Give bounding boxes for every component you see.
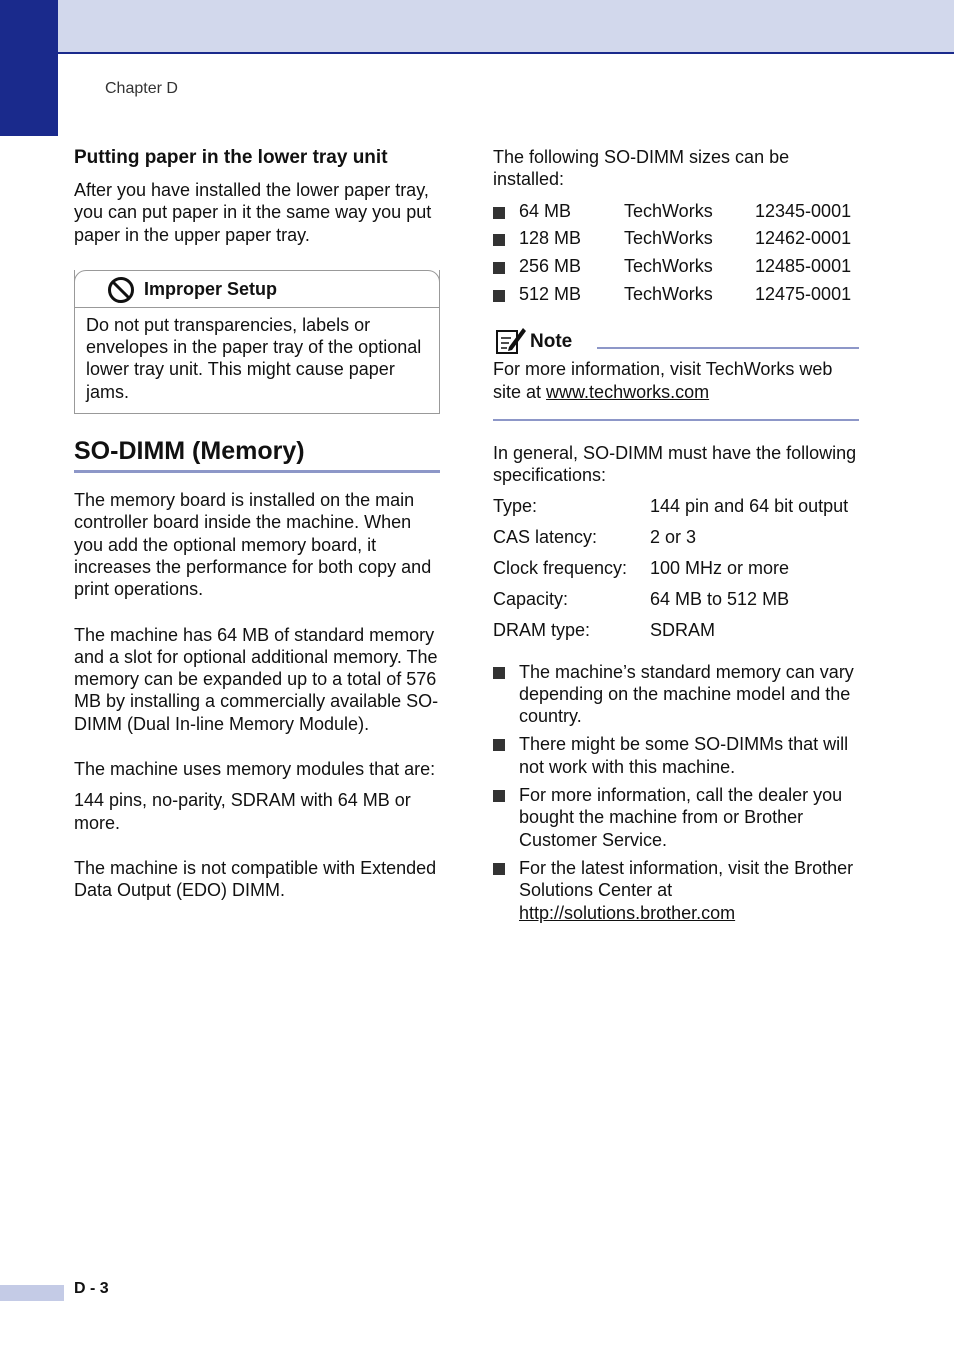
footer-tab [0,1285,64,1301]
list-item-text: For more information, call the dealer you bought the machine from or Brother Customer Service. [519,785,843,850]
spec-label: Clock frequency: [493,557,628,578]
spec-intro: In general, SO-DIMM must have the following specifications: [493,442,857,486]
spec-label: Type: [493,495,538,516]
sizes-intro: The following SO-DIMM sizes can be installed: [493,147,790,190]
note-rule-bottom [493,419,859,421]
note-pencil-icon [495,325,527,355]
techworks-link[interactable]: www.techworks.com [546,381,710,402]
note-title: Note [530,331,573,353]
bullet-square-icon [493,262,505,274]
memory-para-1: The memory board is installed on the main controller board inside the machine. When you add the optional memory board, it increases the performance for both copy and print operations. [74,490,432,600]
list-item-text: For the latest information, visit the Brother Solutions Center at [519,857,854,901]
size-part: 12485-0001 [755,255,852,276]
memory-para-3: The machine uses memory modules that are: [74,759,436,780]
size-part: 12462-0001 [755,228,852,249]
spec-row [493,527,859,558]
list-item-text: The machine’s standard memory can vary depending on the machine model and the country. [519,661,854,727]
warning-title: Improper Setup [144,278,278,299]
size-value: 128 MB [519,228,582,249]
size-value: 512 MB [519,283,582,304]
bullet-square-icon [493,207,505,219]
lower-tray-text: After you have installed the lower paper tray, you can put paper in it the same way you put paper in the upper paper tray. [74,180,432,245]
spec-value: 100 MHz or more [650,557,790,578]
size-value: 64 MB [519,200,572,221]
list-item [493,857,859,924]
size-row [493,254,859,282]
size-list [493,199,859,310]
spec-value: 2 or 3 [650,526,697,547]
spec-row [493,620,859,651]
warning-box [74,270,440,414]
spec-row [493,496,859,527]
section-rule [74,470,440,473]
size-maker: TechWorks [624,255,713,276]
size-row [493,199,859,227]
list-item [493,733,859,778]
section-title: SO-DIMM (Memory) [74,437,305,466]
bullet-square-icon [493,290,505,302]
note-header [493,325,859,355]
size-maker: TechWorks [624,283,713,304]
spec-row [493,589,859,620]
chapter-label: Chapter D [105,80,178,97]
spec-value: 64 MB to 512 MB [650,588,790,609]
note-rule [597,347,859,349]
spec-value: 144 pin and 64 bit output [650,495,849,516]
solutions-link[interactable]: http://solutions.brother.com [519,902,736,923]
prohibited-icon [107,276,135,304]
bullet-square-icon [493,234,505,246]
page-number: D - 3 [74,1280,109,1297]
header-band [0,0,954,54]
warning-text: Do not put transparencies, labels or envelopes in the paper tray of the optional lower tray unit. This might cause paper jams. [86,314,422,402]
left-column [74,146,440,902]
list-item [493,661,859,728]
warning-header [74,270,440,308]
notes-list [493,661,859,924]
spec-label: CAS latency: [493,526,598,547]
spec-label: DRAM type: [493,619,591,640]
size-part: 12345-0001 [755,200,852,221]
memory-para-4: 144 pins, no-parity, SDRAM with 64 MB or more. [74,790,411,833]
note-text [493,358,859,403]
size-row [493,282,859,310]
lower-tray-heading: Putting paper in the lower tray unit [74,147,388,168]
size-maker: TechWorks [624,228,713,249]
spec-value: SDRAM [650,619,716,640]
size-row [493,226,859,254]
chapter-tab [0,0,58,136]
bullet-square-icon [493,739,505,751]
memory-para-5: The machine is not compatible with Extended Data Output (EDO) DIMM. [74,857,437,901]
bullet-square-icon [493,863,505,875]
right-column [493,146,859,924]
bullet-square-icon [493,667,505,679]
memory-para-2: The machine has 64 MB of standard memory and a slot for optional additional memory. The memory can be expanded up to a total of 576 MB by installing a commercially available SO-DIMM (Dual In-line Memory Module). [74,624,439,734]
note-text-body: For more information, visit TechWorks web site at [493,359,833,402]
spec-table [493,496,859,651]
size-maker: TechWorks [624,200,713,221]
list-item [493,784,859,851]
size-part: 12475-0001 [755,283,852,304]
bullet-square-icon [493,790,505,802]
spec-label: Capacity: [493,588,569,609]
spec-row [493,558,859,589]
list-item-text: There might be some SO-DIMMs that will not work with this machine. [519,734,849,777]
size-value: 256 MB [519,255,582,276]
